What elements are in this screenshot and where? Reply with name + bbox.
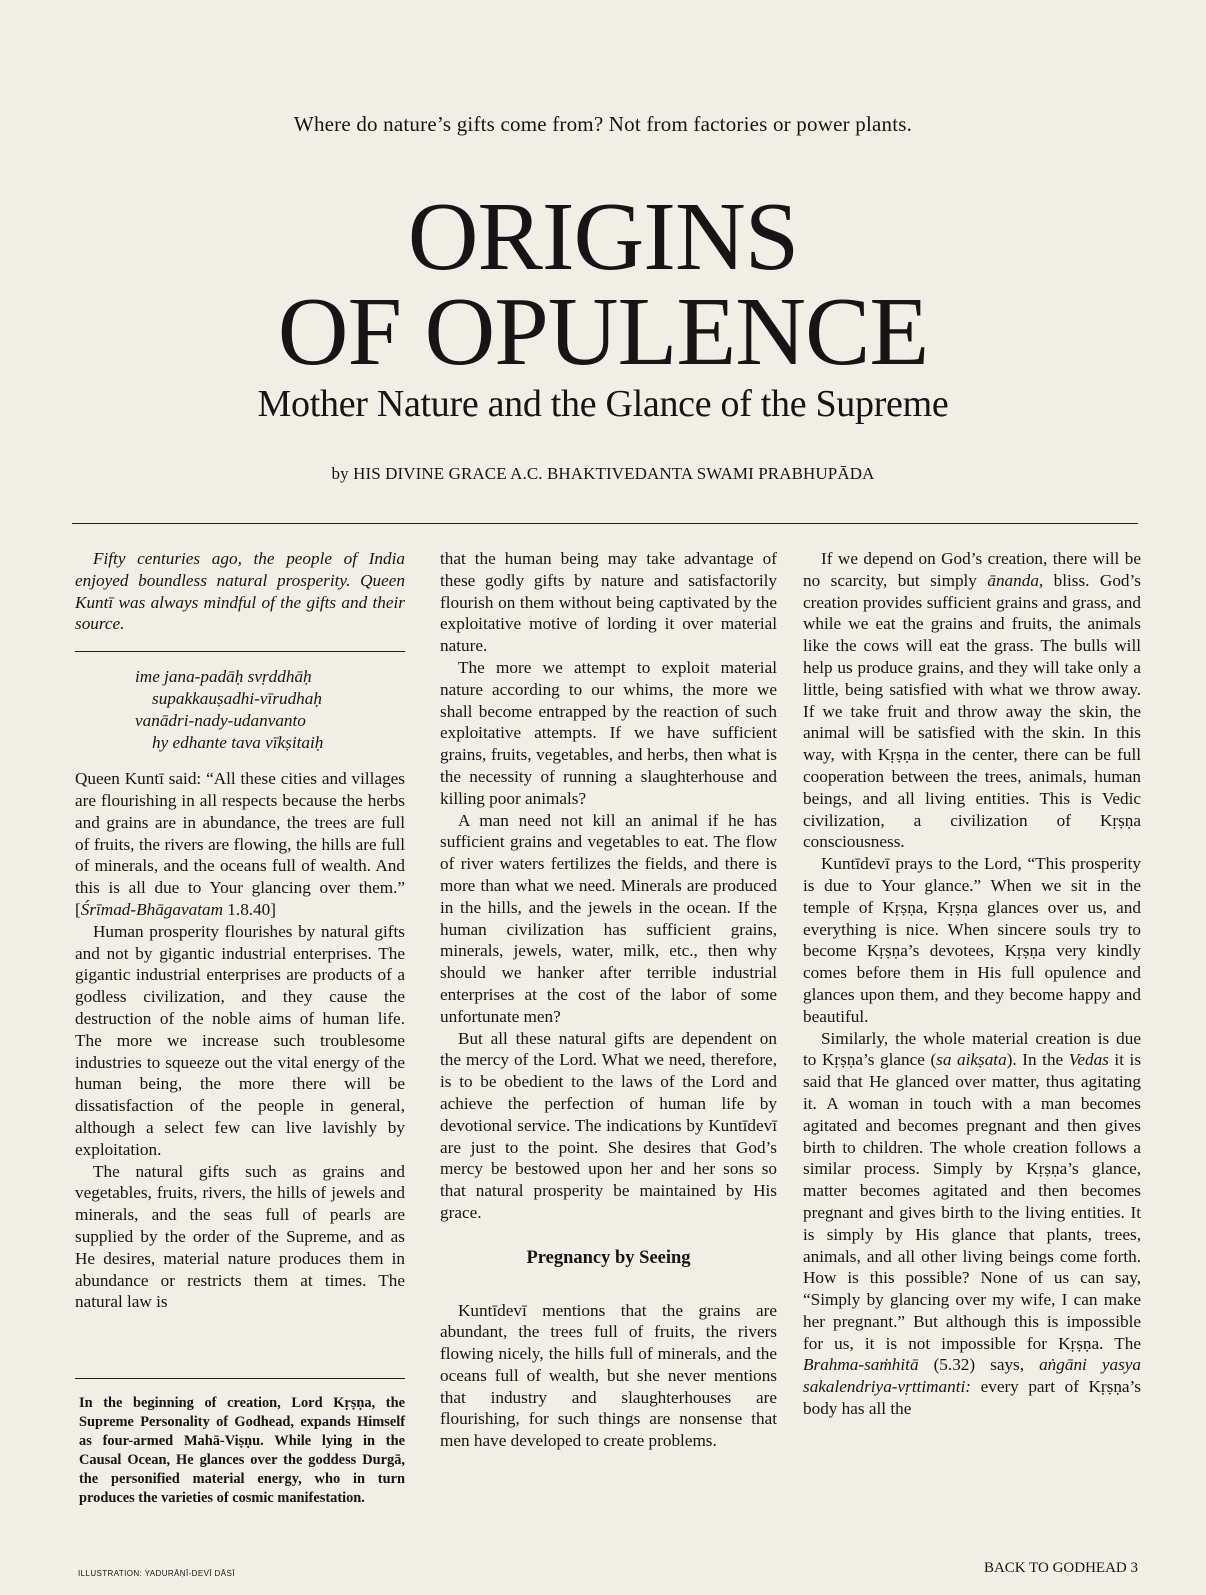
paragraph: A man need not kill an animal if he has sufficient grains and vegetables to eat. The flow of river waters fertilizes the fields, and there is more than what we need. Minerals are produced in the hills, and the jewels in the ocean. If the human civilization has sufficient grains, minerals, jewels, water, milk, etc., then why should we hanker after terrible industrial enterprises at the cost of the labor of some unfortunate men? [440,810,777,1026]
scripture-title: Brahma-saṁhitā [803,1355,919,1375]
illustration-caption: In the beginning of creation, Lord Kṛṣṇa, the Supreme Personality of Godhead, expands Himself as four-armed Mahā-Viṣṇu. While lying in the Causal Ocean, He glances over the goddess Durgā, the personified material energy, who in turn produces the varieties of cosmic manifestation. [79,1395,405,1506]
verse-line: hy edhante tava vīkṣitaiḥ [152,733,324,753]
section-heading: Pregnancy by Seeing [526,1247,691,1268]
sanskrit-quote: aṅgāni yasya sakalendriya-vṛttimanti: [803,1355,1141,1397]
paragraph [803,1028,1141,1420]
paragraph: Human prosperity flourishes by natural gifts and not by gigantic industrial enterprises. The gigantic industrial enterprises are products of a godless civilization, and they cause the destruction of the noble aims of human life. The more we increase such troublesome industries to squeeze out the vital energy of the human being, the more there will be dissatisfaction of the people in general, although a select few can live lavishly by exploitation. [75,921,405,1159]
title-line-2: OF OPULENCE [277,278,929,386]
paragraph-text: ). In the [1006,1050,1069,1070]
paragraph: that the human being may take advantage of these godly gifts by nature and satisfactorily flourish on them without being captivated by the exploitative motive of lording it over material nature. [440,549,777,656]
scripture-title: Vedas [1068,1050,1109,1070]
title-line-1: ORIGINS [407,183,799,291]
header-divider [72,523,1138,524]
scripture-title: Śrīmad-Bhāgavatam [80,899,223,919]
paragraph: The natural gifts such as grains and vegetables, fruits, rivers, the hills of jewels and minerals, and the seas full of pearls are supplied by the order of the Supreme, and as He desires, material nature produces them in abundance or restricts them at times. The natural law is [75,1161,405,1312]
paragraph-text: it is said that He glanced over matter, thus agitating it. A woman in touch with a man becomes agitated and becomes pregnant and then gives birth to children. The whole creation follows a similar process. Simply by Kṛṣṇa’s glance, matter becomes agitated and then becomes pregnant and gives birth to the living entities. It is simply by His glance that plants, trees, animals, and all other living beings come forth. How is this possible? None of us can say, “Simply by glancing over my wife, I can make her pregnant.” But although this is impossible for us, it is not impossible for Kṛṣṇa. The [803,1050,1142,1353]
verse-line: ime jana-padāḥ svṛddhāḥ [135,667,312,687]
paragraph: Kuntīdevī prays to the Lord, “This prosperity is due to Your glance.” When we sit in the temple of Kṛṣṇa, Kṛṣṇa glances over us, and everything is nice. When sincere souls try to become Kṛṣṇa’s devotees, Kṛṣṇa very kindly comes before them in His full opulence and glances upon them, and they become happy and beautiful. [803,854,1141,1026]
paragraph: But all these natural gifts are dependent on the mercy of the Lord. What we need, therefore, is to be obedient to the laws of the Lord and achieve the perfection of human life by devotional service. The indications by Kuntīdevī are just to the point. She desires that God’s mercy be bestowed upon her and her sons so that natural prosperity be maintained by His grace. [440,1028,777,1222]
intro-text: Fifty centuries ago, the people of India enjoyed boundless natural prosperity. Queen Kuntī was always mindful of the gifts and their source. [75,549,405,634]
verse-line: supakkauṣadhi-vīrudhaḥ [152,689,322,709]
paragraph: The more we attempt to exploit material nature according to our whims, the more we shall become entrapped by the reaction of such exploitative attempts. If we have sufficient grains, fruits, vegetables, and herbs, then what is the necessity of running a slaughterhouse and killing poor animals? [440,657,777,808]
scripture-reference: 1.8.40] [223,899,276,919]
paragraph-text: Similarly, the whole material creation is due to Kṛṣṇa’s glance ( [803,1028,1141,1070]
paragraph: Kuntīdevī mentions that the grains are abundant, the trees full of fruits, the rivers flowing nicely, the hills full of minerals, and the oceans full of wealth, but she never mentions that industry and slaughterhouses are flourishing, for such things are nonsense that men have developed to create problems. [440,1300,777,1451]
sanskrit-term: sa aikṣata [936,1050,1007,1070]
column-1 [75,548,405,1313]
caption-divider [75,1378,405,1379]
intro-divider [75,651,405,652]
illustration-credit: ILLUSTRATION: YADURĀṆĪ-DEVĪ DĀSĪ [78,1569,235,1578]
paragraph-text: (5.32) says, [918,1355,1040,1375]
page-footer: BACK TO GODHEAD 3 [983,1560,1138,1576]
kicker-text: Where do nature’s gifts come from? Not from factories or power plants. [293,112,913,136]
byline: by HIS DIVINE GRACE A.C. BHAKTIVEDANTA SWAMI PRABHUPĀDA [331,464,875,483]
sanskrit-verse [135,666,405,754]
verse-line: vanādri-nady-udanvanto [135,711,306,731]
paragraph [803,548,1141,853]
column-3 [803,548,1141,1420]
paragraph-text: bliss. God’s creation provides sufficient grains and grass, and while we eat the grains and fruits, the animals like the cows will eat the grass. The bulls will help us produce grains, and they will take only a little, being satisfied with what we throw away. If we take fruit and throw away the skin, the animal will be satisfied with the skin. In this way, with Kṛṣṇa in the center, there can be full cooperation between the trees, animals, human beings, and all living entities. This is Vedic civilization, a civilization of Kṛṣṇa consciousness. [803,570,1141,852]
paragraph-text: every part of Kṛṣṇa’s body has all the [803,1377,1141,1419]
paragraph-text: If we depend on God’s creation, there will be no scarcity, but simply [803,549,1141,590]
paragraph [75,768,405,921]
column-2 [440,548,777,1452]
sanskrit-term: ānanda, [987,570,1044,590]
paragraph-text: Queen Kuntī said: “All these cities and villages are flourishing in all respects because the herbs and grains are in abundance, the trees are full of fruits, the rivers are flowing, the hills are full of minerals, and the oceans full of wealth. And this is all due to Your glancing over them.” [ [75,769,405,919]
subtitle: Mother Nature and the Glance of the Supreme [257,383,949,425]
